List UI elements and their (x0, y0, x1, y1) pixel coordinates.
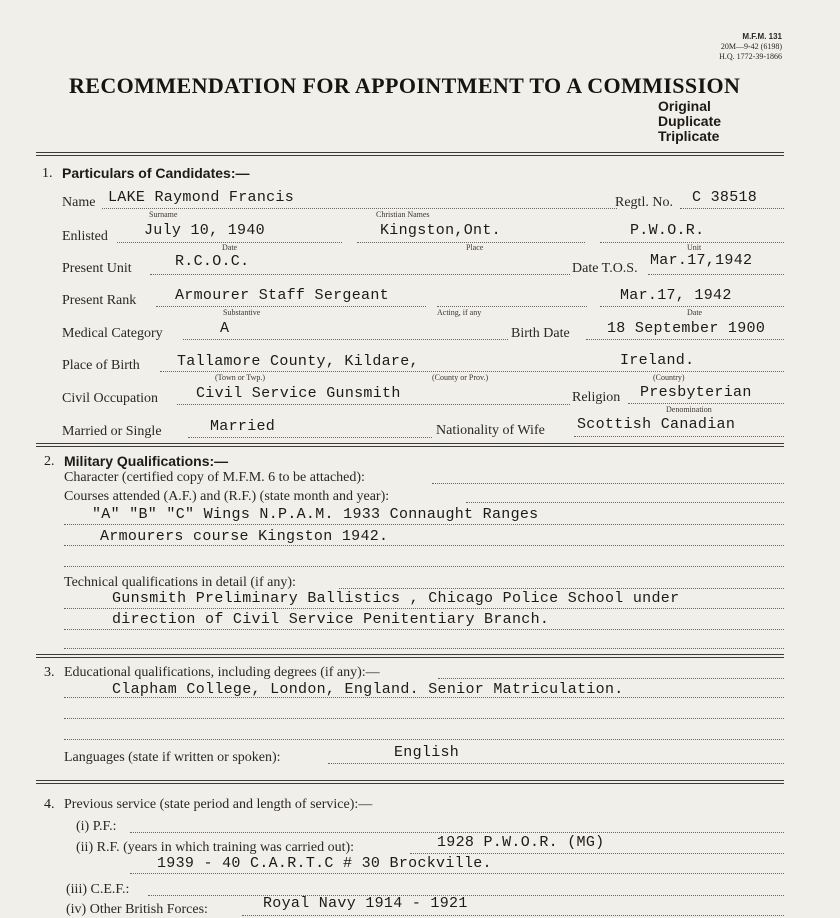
birthplace-town[interactable]: Tallamore County, Kildare, (177, 353, 419, 370)
unit-caption: Unit (687, 243, 702, 252)
pf-label: (i) P.F.: (76, 819, 117, 834)
date-caption-2: Date (687, 308, 703, 317)
technical-line-0 (339, 588, 784, 589)
substantive-caption: Substantive (223, 308, 261, 317)
occupation-value[interactable]: Civil Service Gunsmith (196, 385, 401, 402)
copy-original: Original (658, 98, 711, 114)
courses-line-0 (466, 502, 784, 503)
pf-line (130, 832, 784, 833)
medical-value[interactable]: A (220, 320, 230, 337)
county-caption: (County or Prov.) (432, 373, 489, 382)
other-forces-line (242, 915, 784, 916)
character-label: Character (certified copy of M.F.M. 6 to be attached): (64, 470, 365, 485)
tos-label: Date T.O.S. (572, 261, 638, 276)
divider (36, 152, 784, 153)
technical-line-2 (64, 629, 784, 630)
languages-label: Languages (state if written or spoken): (64, 750, 281, 765)
married-label: Married or Single (62, 424, 162, 439)
country-caption: (Country) (653, 373, 685, 382)
section2-heading: Military Qualifications:— (64, 453, 229, 469)
languages-line (328, 763, 784, 764)
divider (36, 443, 784, 444)
regtl-label: Regtl. No. (615, 195, 673, 210)
rank-line (156, 306, 426, 307)
form-print-code: 20M—9-42 (6198) (720, 42, 782, 51)
wife-nationality-value[interactable]: Scottish Canadian (577, 416, 736, 433)
technical-line-3 (64, 648, 784, 649)
section3-number: 3. (44, 665, 55, 680)
courses-label: Courses attended (A.F.) and (R.F.) (state month and year): (64, 489, 390, 504)
languages-value[interactable]: English (394, 744, 460, 761)
rf-value-1[interactable]: 1928 P.W.O.R. (MG) (437, 834, 605, 851)
rf-value-2[interactable]: 1939 - 40 C.A.R.T.C # 30 Brockville. (157, 855, 492, 872)
rf-line-0 (410, 853, 784, 854)
town-caption: (Town or Twp.) (215, 373, 266, 382)
birth-date-value[interactable]: 18 September 1900 (607, 320, 766, 337)
present-unit-line (150, 274, 570, 275)
technical-line-1 (64, 608, 784, 609)
other-forces-value[interactable]: Royal Navy 1914 - 1921 (263, 895, 468, 912)
education-value[interactable]: Clapham College, London, England. Senior Matriculation. (112, 681, 624, 698)
occupation-line (177, 404, 570, 405)
rank-date[interactable]: Mar.17, 1942 (620, 287, 732, 304)
acting-caption: Acting, if any (437, 308, 482, 317)
divider (36, 780, 784, 781)
present-unit-label: Present Unit (62, 261, 132, 276)
regtl-line (680, 208, 784, 209)
divider (36, 446, 784, 447)
birthplace-country[interactable]: Ireland. (620, 352, 695, 369)
page-title: RECOMMENDATION FOR APPOINTMENT TO A COMMISSION (69, 73, 741, 98)
tos-value[interactable]: Mar.17,1942 (650, 252, 753, 269)
surname-caption: Surname (149, 210, 178, 219)
education-line-2 (64, 718, 784, 719)
divider (36, 783, 784, 784)
occupation-label: Civil Occupation (62, 391, 159, 406)
rf-label: (ii) R.F. (years in which training was carried out): (76, 840, 355, 855)
tos-line (648, 274, 784, 275)
divider (36, 657, 784, 658)
education-line-3 (64, 739, 784, 740)
cef-label: (iii) C.E.F.: (66, 882, 130, 897)
birthplace-line (160, 371, 784, 372)
section2-number: 2. (44, 454, 55, 469)
technical-label: Technical qualifications in detail (if any): (64, 575, 296, 590)
wife-nationality-line (574, 436, 784, 437)
courses-value-2[interactable]: Armourers course Kingston 1942. (100, 528, 389, 545)
denomination-caption: Denomination (666, 405, 712, 414)
married-line (188, 437, 432, 438)
form-hq-code: H.Q. 1772-39-1866 (719, 52, 782, 61)
education-label: Educational qualifications, including degrees (if any):— (64, 665, 380, 680)
present-unit-value[interactable]: R.C.O.C. (175, 253, 250, 270)
regtl-value[interactable]: C 38518 (692, 189, 758, 206)
courses-value-1[interactable]: "A" "B" "C" Wings N.P.A.M. 1933 Connaught Ranges (92, 506, 539, 523)
rank-label: Present Rank (62, 293, 137, 308)
section4-number: 4. (44, 797, 55, 812)
enlisted-place[interactable]: Kingston,Ont. (380, 222, 501, 239)
medical-label: Medical Category (62, 326, 163, 341)
name-line (102, 208, 617, 209)
place-caption: Place (466, 243, 484, 252)
medical-line (183, 339, 508, 340)
copies-list (658, 99, 721, 144)
date-caption: Date (222, 243, 238, 252)
form-number: M.F.M. 131 (742, 32, 782, 41)
acting-line (437, 306, 587, 307)
form-number-block (719, 32, 782, 62)
rank-value[interactable]: Armourer Staff Sergeant (175, 287, 389, 304)
religion-value[interactable]: Presbyterian (640, 384, 752, 401)
technical-value-2[interactable]: direction of Civil Service Penitentiary Branch. (112, 611, 550, 628)
married-value[interactable]: Married (210, 418, 276, 435)
wife-nationality-label: Nationality of Wife (436, 423, 545, 438)
character-line (432, 483, 784, 484)
birth-date-label: Birth Date (511, 326, 570, 341)
birth-date-line (586, 339, 784, 340)
enlisted-label: Enlisted (62, 229, 108, 244)
technical-value-1[interactable]: Gunsmith Preliminary Ballistics , Chicago Police School under (112, 590, 680, 607)
name-label: Name (62, 195, 96, 210)
courses-line-1 (64, 524, 784, 525)
religion-line (628, 403, 784, 404)
enlisted-unit[interactable]: P.W.O.R. (630, 222, 705, 239)
enlisted-date[interactable]: July 10, 1940 (144, 222, 265, 239)
name-value[interactable]: LAKE Raymond Francis (108, 189, 295, 206)
divider (36, 654, 784, 655)
birthplace-label: Place of Birth (62, 358, 140, 373)
courses-line-2 (64, 545, 784, 546)
rank-date-line (600, 306, 784, 307)
courses-line-3 (64, 566, 784, 567)
divider (36, 155, 784, 156)
copy-duplicate: Duplicate (658, 113, 722, 129)
other-forces-label: (iv) Other British Forces: (66, 902, 208, 917)
section1-number: 1. (42, 166, 53, 181)
christian-caption: Christian Names (376, 210, 430, 219)
rf-line-1 (130, 873, 784, 874)
copy-triplicate: Triplicate (658, 128, 720, 144)
section1-heading: Particulars of Candidates:— (62, 165, 250, 181)
religion-label: Religion (572, 390, 621, 405)
education-line-0 (438, 678, 784, 679)
previous-service-label: Previous service (state period and length of service):— (64, 797, 373, 812)
